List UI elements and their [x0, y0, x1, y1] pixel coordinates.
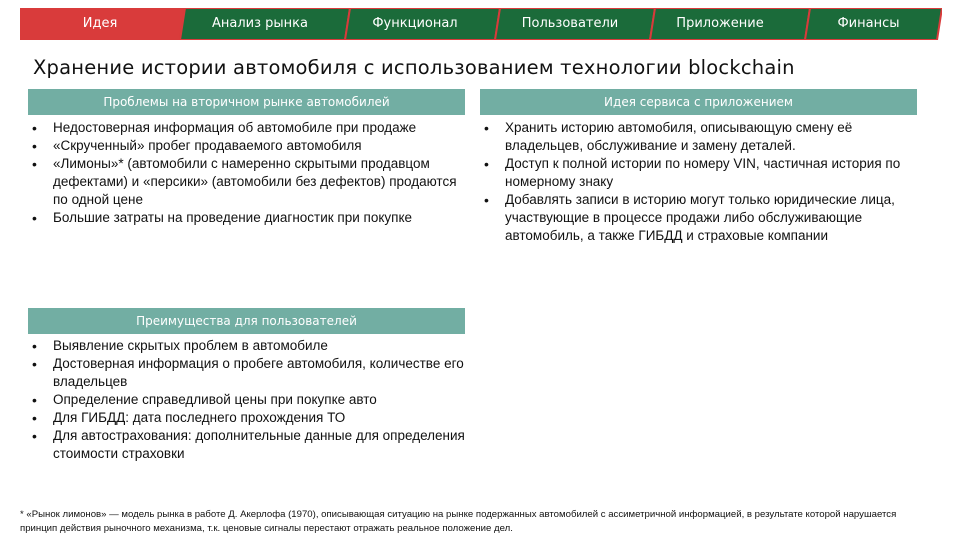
page-title: Хранение истории автомобиля с использованием технологии blockchain [33, 56, 795, 79]
benefits-item: • Выявление скрытых проблем в автомобиле [28, 337, 465, 355]
footnote: * «Рынок лимонов» — модель рынка в работе Д. Акерлофа (1970), описывающая ситуацию на рынке подержанных автомобилей с ассиметричной информацией, в результате которой нарушается принцип действия рыночного механизма, т.к. ценовые сигналы перестают отражать реальное положение дел. [20, 509, 897, 534]
benefits-item: • Определение справедливой цены при покупке авто [28, 391, 465, 409]
tab-users[interactable]: Пользователи [521, 16, 619, 31]
idea-item: • Хранить историю автомобиля, описывающую смену её владельцев, обслуживание и замену деталей. [480, 119, 917, 155]
tab-application[interactable]: Приложение [676, 16, 764, 31]
tab-market-analysis[interactable]: Анализ рынка [212, 16, 308, 31]
problems-list [28, 119, 465, 227]
idea-list [480, 119, 917, 245]
benefits-header: Преимущества для пользователей [28, 308, 465, 334]
problems-item: • «Лимоны»* (автомобили с намеренно скрытыми продавцом дефектами) и «персики» (автомобили без дефектов) продаются по одной цене [28, 155, 465, 209]
benefits-item: • Для автострахования: дополнительные данные для определения стоимости страховки [28, 427, 465, 463]
problems-item: • Недостоверная информация об автомобиле при продаже [28, 119, 465, 137]
tab-functionality[interactable]: Функционал [372, 16, 458, 31]
tab-idea[interactable]: Идея [82, 16, 118, 31]
benefits-list [28, 337, 465, 463]
idea-item: • Доступ к полной истории по номеру VIN, частичная история по номерному знаку [480, 155, 917, 191]
benefits-item: • Достоверная информация о пробеге автомобиля, количестве его владельцев [28, 355, 465, 391]
idea-item: • Добавлять записи в историю могут только юридические лица, участвующие в процессе продажи либо обслуживающие автомобиль, а также ГИБДД и страховые компании [480, 191, 917, 245]
problems-header: Проблемы на вторичном рынке автомобилей [28, 89, 465, 115]
benefits-item: • Для ГИБДД: дата последнего прохождения ТО [28, 409, 465, 427]
nav-tabs [20, 8, 942, 40]
tab-finances[interactable]: Финансы [837, 16, 900, 31]
problems-item: • «Скрученный» пробег продаваемого автомобиля [28, 137, 465, 155]
idea-header: Идея сервиса с приложением [480, 89, 917, 115]
problems-item: • Большие затраты на проведение диагностик при покупке [28, 209, 465, 227]
